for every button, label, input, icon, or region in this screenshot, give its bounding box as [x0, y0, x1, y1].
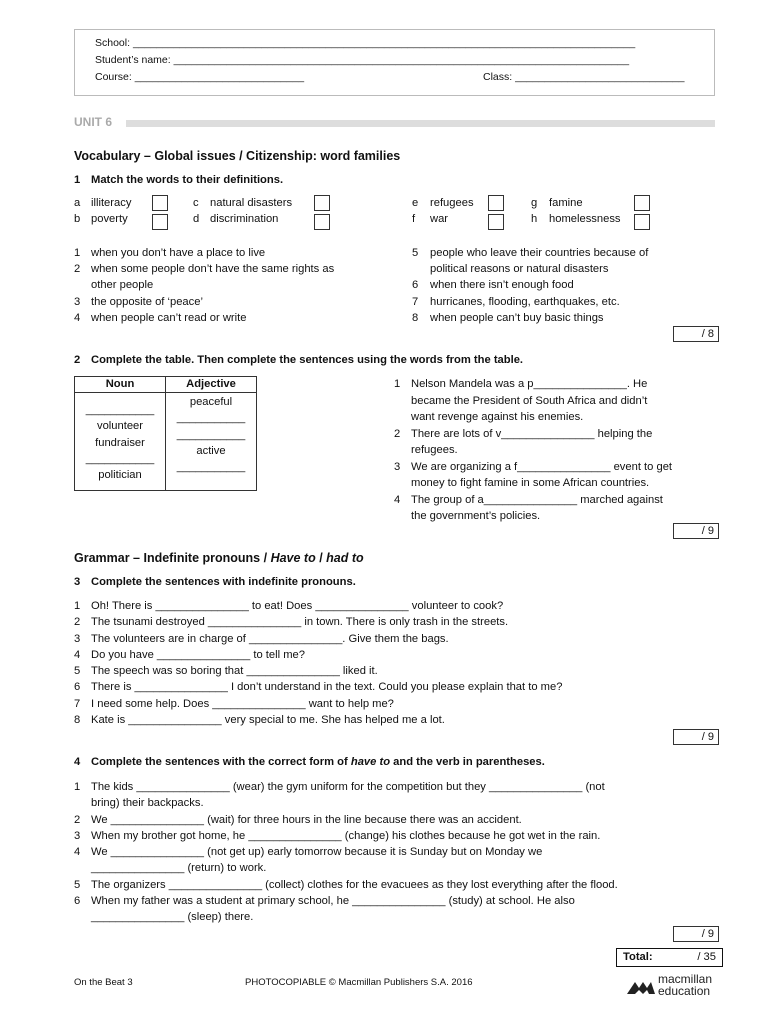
- list-item: 5 The speech was so boring that _______________ liked it.: [74, 665, 378, 678]
- ex2-score-box[interactable]: / 9: [673, 523, 719, 539]
- definitions-left: [74, 245, 404, 326]
- list-item: 3 The volunteers are in charge of _______________. Give them the bags.: [74, 632, 449, 645]
- table-cell: active: [196, 444, 226, 457]
- table-cell[interactable]: ___________: [176, 412, 246, 425]
- word-e: e: [412, 197, 419, 209]
- list-item: 7 I need some help. Does _______________ want to help me?: [74, 697, 394, 710]
- ex3-score-box[interactable]: / 9: [673, 729, 719, 745]
- definition-item: 5 people who leave their countries because of: [412, 247, 649, 259]
- word-family-table: [74, 376, 257, 491]
- word-a-text: illiteracy: [91, 197, 132, 209]
- vocab-section-title: Vocabulary – Global issues / Citizenship: word families: [74, 149, 401, 163]
- sentence-item: want revenge against his enemies.: [411, 411, 584, 423]
- name-row: [95, 54, 629, 66]
- word-b: b: [74, 213, 81, 225]
- answer-box-b[interactable]: [152, 214, 168, 230]
- word-d: d: [193, 213, 200, 225]
- school-row: [95, 37, 635, 49]
- list-item: 2 The tsunami destroyed _______________ in town. There is only trash in the streets.: [74, 616, 509, 629]
- sentence-item: 1 Nelson Mandela was a p_______________. He: [394, 378, 648, 390]
- footer-book-title: On the Beat 3: [74, 977, 133, 988]
- list-item: _______________ (sleep) there.: [91, 911, 254, 924]
- definition-item: other people: [91, 279, 154, 292]
- noun-column: [75, 394, 165, 483]
- list-item: 4 Do you have _______________ to tell me?: [74, 648, 305, 661]
- table-cell[interactable]: ___________: [85, 452, 155, 465]
- word-e-text: refugees: [430, 197, 474, 209]
- ex3-number: 3: [74, 576, 81, 588]
- adjective-column: [166, 394, 256, 475]
- word-h: h: [531, 213, 538, 225]
- table-cell[interactable]: ___________: [176, 461, 246, 474]
- ex2-sentences: [394, 376, 724, 525]
- table-cell: peaceful: [189, 396, 233, 408]
- word-h-text: homelessness: [549, 213, 621, 225]
- student-name-field[interactable]: ______________________________________________________________________________: [173, 54, 630, 66]
- table-header-line: [75, 392, 256, 393]
- ex1-number: 1: [74, 174, 81, 186]
- unit-bar: [126, 120, 715, 127]
- list-item: 1 Oh! There is _______________ to eat! Does _______________ volunteer to cook?: [74, 600, 504, 612]
- list-item: 4 We _______________ (not get up) early tomorrow because it is Sunday but on Monday we: [74, 846, 543, 859]
- ex3-items: [74, 598, 724, 728]
- ex4-title: Complete the sentences with the correct form of have to and the verb in parentheses.: [91, 756, 545, 768]
- course-row: [95, 71, 304, 83]
- word-d-text: discrimination: [210, 213, 279, 225]
- sentence-item: 4 The group of a_______________ marched against: [394, 493, 663, 506]
- definition-item: 8 when people can’t buy basic things: [412, 311, 604, 324]
- definitions-right: [412, 245, 722, 326]
- definition-item: 3 the opposite of ‘peace’: [74, 295, 203, 308]
- word-g-text: famine: [549, 197, 583, 209]
- logo-text-line2: education: [658, 984, 711, 998]
- word-b-text: poverty: [91, 213, 128, 225]
- table-cell: politician: [98, 469, 142, 482]
- sentence-item: 2 There are lots of v_______________ helping the: [394, 427, 653, 440]
- ex2-title: Complete the table. Then complete the sentences using the words from the table.: [91, 354, 524, 366]
- sentence-item: the government’s policies.: [411, 510, 541, 522]
- ex4-score-box[interactable]: / 9: [673, 926, 719, 942]
- class-field[interactable]: _____________________________: [515, 71, 685, 83]
- list-item: 8 Kate is _______________ very special to me. She has helped me a lot.: [74, 714, 445, 727]
- ex1-score-box[interactable]: / 8: [673, 326, 719, 342]
- answer-box-h[interactable]: [634, 214, 650, 230]
- answer-box-g[interactable]: [634, 195, 650, 211]
- sentence-item: 3 We are organizing a f_______________ event to get: [394, 460, 673, 473]
- footer-copyright: PHOTOCOPIABLE © Macmillan Publishers S.A. 2016: [245, 977, 473, 988]
- list-item: 3 When my brother got home, he _______________ (change) his clothes because he got wet in the rain.: [74, 829, 601, 842]
- class-label: Class:: [483, 71, 513, 83]
- definition-item: 7 hurricanes, flooding, earthquakes, etc.: [412, 295, 620, 308]
- ex2-number: 2: [74, 354, 81, 366]
- sentence-item: money to fight famine in some African countries.: [411, 477, 650, 489]
- unit-label: UNIT 6: [74, 115, 113, 129]
- macmillan-logo-icon: [627, 978, 655, 994]
- total-box[interactable]: [616, 948, 723, 967]
- col-noun-header: Noun: [105, 378, 135, 390]
- word-f: f: [412, 213, 416, 225]
- answer-box-a[interactable]: [152, 195, 168, 211]
- answer-box-c[interactable]: [314, 195, 330, 211]
- answer-box-f[interactable]: [488, 214, 504, 230]
- answer-box-e[interactable]: [488, 195, 504, 211]
- school-field[interactable]: ______________________________________________________________________________________: [132, 37, 636, 49]
- ex3-title: Complete the sentences with indefinite pronouns.: [91, 576, 356, 588]
- list-item: 6 There is _______________ I don’t understand in the text. Could you please explain that to me?: [74, 681, 563, 694]
- definition-item: political reasons or natural disasters: [430, 263, 609, 276]
- sentence-item: refugees.: [411, 444, 458, 456]
- class-row: [483, 71, 684, 83]
- word-c-text: natural disasters: [210, 197, 293, 209]
- school-label: School:: [95, 37, 131, 49]
- course-label: Course:: [95, 71, 132, 83]
- table-cell[interactable]: ___________: [176, 428, 246, 441]
- word-g: g: [531, 197, 538, 209]
- definition-item: 1 when you don’t have a place to live: [74, 247, 266, 259]
- word-f-text: war: [430, 213, 449, 225]
- ex4-items: [74, 779, 724, 926]
- grammar-section-title: Grammar – Indefinite pronouns / Have to / had to: [74, 551, 364, 565]
- list-item: 5 The organizers _______________ (collect) clothes for the evacuees as they lost everything after the flood.: [74, 878, 618, 891]
- list-item: 2 We _______________ (wait) for three hours in the line because there was an accident.: [74, 813, 522, 826]
- student-info-box: [74, 29, 715, 96]
- table-cell: volunteer: [96, 420, 144, 433]
- logo-text-line1: macmillan: [658, 972, 713, 986]
- ex4-number: 4: [74, 756, 81, 768]
- sentence-item: became the President of South Africa and didn’t: [411, 394, 648, 407]
- total-label: Total:: [623, 951, 653, 963]
- course-field[interactable]: _____________________________: [134, 71, 305, 83]
- word-c: c: [193, 197, 199, 209]
- definition-item: 6 when there isn’t enough food: [412, 279, 574, 292]
- word-a: a: [74, 197, 81, 209]
- table-cell[interactable]: ___________: [85, 404, 155, 416]
- total-score: / 35: [697, 951, 716, 963]
- answer-box-d[interactable]: [314, 214, 330, 230]
- student-name-label: Student’s name:: [95, 54, 171, 66]
- definition-item: 2 when some people don’t have the same rights as: [74, 263, 335, 276]
- list-item: _______________ (return) to work.: [91, 862, 267, 875]
- definition-item: 4 when people can’t read or write: [74, 311, 247, 324]
- col-adjective-header: Adjective: [186, 378, 236, 390]
- list-item: 6 When my father was a student at primary school, he _______________ (study) at school. He also: [74, 895, 575, 908]
- list-item: 1 The kids _______________ (wear) the gym uniform for the competition but they _______________ (not: [74, 781, 605, 793]
- macmillan-logo: [627, 973, 723, 999]
- ex1-title: Match the words to their definitions.: [91, 174, 284, 186]
- list-item: bring) their backpacks.: [91, 797, 204, 810]
- table-cell: fundraiser: [95, 436, 145, 449]
